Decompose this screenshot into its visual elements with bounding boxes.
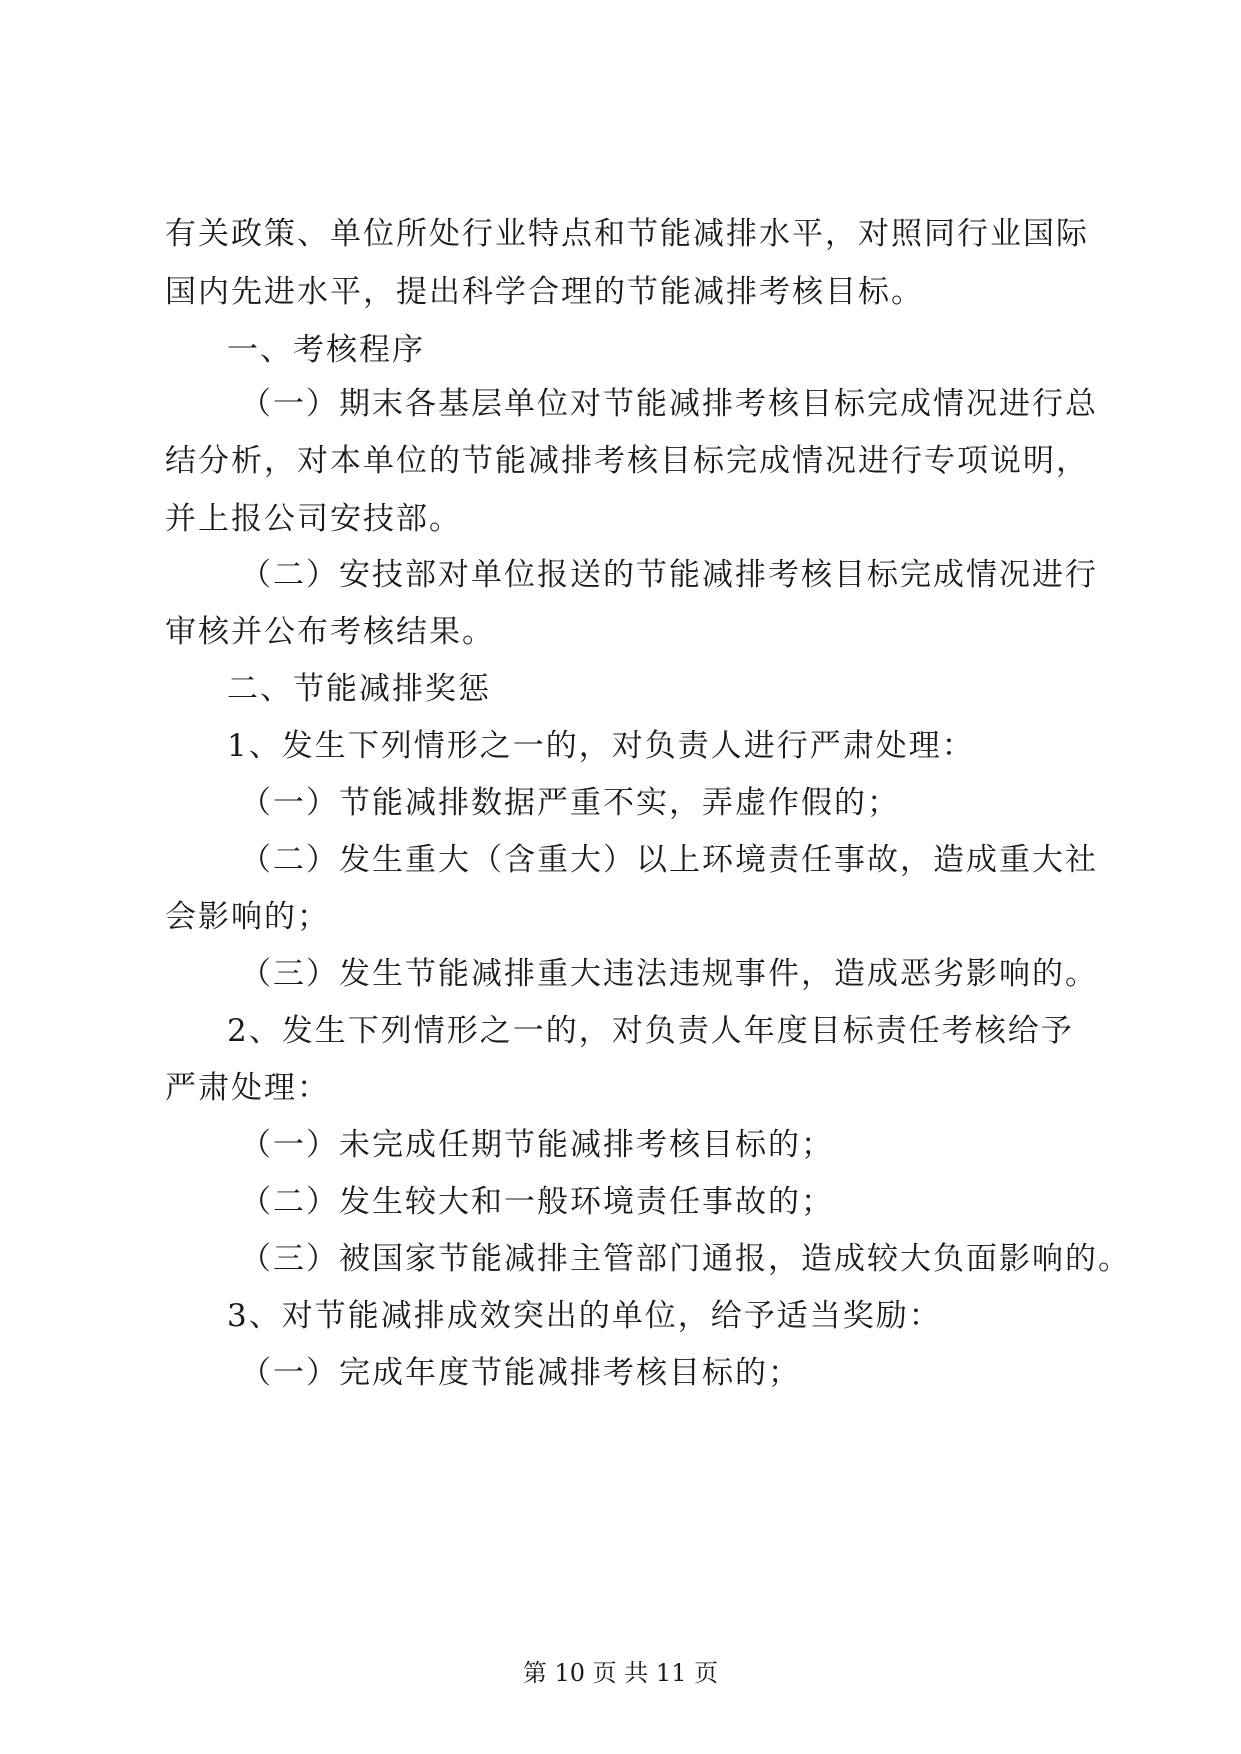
body-line: （一）未完成任期节能减排考核目标的； — [240, 1127, 834, 1163]
body-line: （一）期末各基层单位对节能减排考核目标完成情况进行总 — [240, 386, 1098, 422]
body-line: 并上报公司安技部。 — [165, 501, 462, 537]
body-line: 1、发生下列情形之一的，对负责人进行严肃处理： — [227, 728, 975, 764]
body-line: 结分析，对本单位的节能减排考核目标完成情况进行专项说明， — [165, 443, 1089, 479]
body-line: 2、发生下列情形之一的，对负责人年度目标责任考核给予 — [227, 1013, 1074, 1049]
section-heading: 二、节能减排奖惩 — [227, 671, 491, 707]
body-line: 国内先进水平，提出科学合理的节能减排考核目标。 — [165, 274, 924, 310]
body-line: （一）完成年度节能减排考核目标的； — [240, 1355, 801, 1391]
body-line: 3、对节能减排成效突出的单位，给予适当奖励： — [227, 1298, 942, 1334]
body-line: （二）安技部对单位报送的节能减排考核目标完成情况进行 — [240, 557, 1098, 593]
page-number-footer: 第 10 页 共 11 页 — [522, 1659, 719, 1687]
body-line: 会影响的； — [165, 899, 330, 935]
body-line: 严肃处理： — [165, 1070, 330, 1106]
body-line: （三）被国家节能减排主管部门通报，造成较大负面影响的。 — [240, 1241, 1131, 1277]
body-line: （二）发生较大和一般环境责任事故的； — [240, 1184, 834, 1220]
body-line: （三）发生节能减排重大违法违规事件，造成恶劣影响的。 — [240, 956, 1098, 992]
body-line: （二）发生重大（含重大）以上环境责任事故，造成重大社 — [240, 842, 1098, 878]
body-line: 有关政策、单位所处行业特点和节能减排水平，对照同行业国际 — [165, 216, 1089, 252]
body-line: （一）节能减排数据严重不实，弄虚作假的； — [240, 785, 900, 821]
section-heading: 一、考核程序 — [227, 332, 425, 368]
body-line: 审核并公布考核结果。 — [165, 614, 495, 650]
